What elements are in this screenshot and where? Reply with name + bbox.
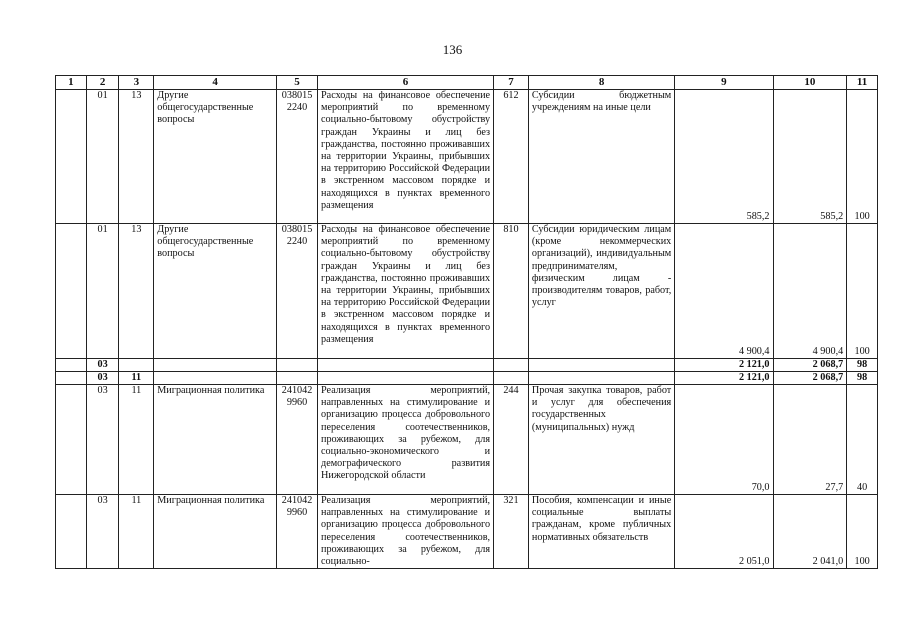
cell-actual: 585,2 [773, 90, 847, 224]
budget-table [55, 75, 878, 569]
cell-expense-type-name: Пособия, компенсации и иные социальные выплаты гражданам, кроме публичных нормативных обязательств [528, 495, 674, 569]
cell-subsection-name: Другие общегосударственные вопросы [154, 224, 277, 359]
target-code-part1: 241042 [281, 385, 313, 396]
target-code-part1: 241042 [281, 495, 313, 506]
target-code-part2: 2240 [286, 102, 308, 114]
cell-expense-type-name: Субсидии юридическим лицам (кроме некоммерческих организаций), индивидуальным предпринимателям, физическим лицам - производителям товаров, работ, услуг [528, 224, 674, 359]
header-col-6: 6 [318, 76, 494, 90]
cell-subsection [119, 359, 154, 372]
cell-planned: 2 121,0 [675, 359, 773, 372]
cell-subsection: 11 [119, 385, 154, 495]
cell-planned: 4 900,4 [675, 224, 773, 359]
cell-expense-type-name: Прочая закупка товаров, работ и услуг для обеспечения государственных (муниципальных) нужд [528, 385, 674, 495]
table-row [56, 495, 878, 569]
cell-section: 03 [86, 495, 119, 569]
cell-expense-description: Расходы на финансовое обеспечение мероприятий по временному социально-бытовому обустройству граждан Украины и лиц без гражданства, постоянно проживавших на территории Украины, прибывших на территорию Российской Федерации в экстренном массовом порядке и находящихся в пунктах временного размещения [318, 90, 494, 224]
cell-section: 03 [86, 385, 119, 495]
cell-empty [528, 359, 674, 372]
header-col-2: 2 [86, 76, 119, 90]
cell-expense-type: 244 [494, 385, 529, 495]
cell-empty [56, 385, 87, 495]
cell-expense-description: Реализация мероприятий, направленных на стимулирование и организацию процесса добровольного переселения соотечественников, проживающих за рубежом, для социально- [318, 495, 494, 569]
cell-expense-type: 612 [494, 90, 529, 224]
cell-target-code [277, 385, 318, 495]
header-col-7: 7 [494, 76, 529, 90]
header-col-9: 9 [675, 76, 773, 90]
table-row [56, 90, 878, 224]
cell-percent: 100 [847, 495, 878, 569]
header-col-4: 4 [154, 76, 277, 90]
cell-section: 03 [86, 359, 119, 372]
cell-subsection: 13 [119, 90, 154, 224]
target-code-part2: 9960 [286, 507, 308, 519]
subsection-total-row [56, 372, 878, 385]
cell-empty [318, 359, 494, 372]
cell-actual: 2 041,0 [773, 495, 847, 569]
cell-expense-type: 321 [494, 495, 529, 569]
cell-planned: 585,2 [675, 90, 773, 224]
cell-subsection-name: Другие общегосударственные вопросы [154, 90, 277, 224]
cell-empty [56, 359, 87, 372]
cell-percent: 98 [847, 372, 878, 385]
cell-expense-description: Расходы на финансовое обеспечение мероприятий по временному социально-бытовому обустройству граждан Украины и лиц без гражданства, постоянно проживавших на территории Украины, прибывших на территорию Российской Федерации в экстренном массовом порядке и находящихся в пунктах временного размещения [318, 224, 494, 359]
cell-subsection: 11 [119, 495, 154, 569]
cell-empty [494, 372, 529, 385]
target-code-part2: 9960 [286, 397, 308, 409]
target-code-part1: 038015 [281, 224, 313, 235]
header-row [56, 76, 878, 90]
cell-empty [56, 495, 87, 569]
cell-section: 03 [86, 372, 119, 385]
cell-actual: 2 068,7 [773, 359, 847, 372]
cell-empty [494, 359, 529, 372]
cell-empty [56, 372, 87, 385]
cell-target-code [277, 90, 318, 224]
cell-percent: 100 [847, 224, 878, 359]
cell-percent: 40 [847, 385, 878, 495]
cell-actual: 4 900,4 [773, 224, 847, 359]
cell-empty [154, 359, 277, 372]
cell-planned: 70,0 [675, 385, 773, 495]
cell-empty [154, 372, 277, 385]
cell-target-code [277, 495, 318, 569]
header-col-10: 10 [773, 76, 847, 90]
table-row [56, 385, 878, 495]
target-code-part1: 038015 [281, 90, 313, 101]
cell-subsection-name: Миграционная политика [154, 385, 277, 495]
cell-expense-type-name: Субсидии бюджетным учреждениям на иные цели [528, 90, 674, 224]
cell-empty [277, 372, 318, 385]
cell-subsection-name: Миграционная политика [154, 495, 277, 569]
cell-empty [528, 372, 674, 385]
header-col-1: 1 [56, 76, 87, 90]
cell-empty [318, 372, 494, 385]
cell-subsection: 11 [119, 372, 154, 385]
cell-percent: 98 [847, 359, 878, 372]
header-col-11: 11 [847, 76, 878, 90]
cell-planned: 2 051,0 [675, 495, 773, 569]
cell-subsection: 13 [119, 224, 154, 359]
cell-percent: 100 [847, 90, 878, 224]
cell-empty [56, 90, 87, 224]
cell-empty [56, 224, 87, 359]
cell-target-code [277, 224, 318, 359]
cell-empty [277, 359, 318, 372]
cell-section: 01 [86, 224, 119, 359]
page-number: 136 [442, 42, 463, 57]
target-code-part2: 2240 [286, 236, 308, 248]
table-row [56, 224, 878, 359]
cell-expense-description: Реализация мероприятий, направленных на стимулирование и организацию процесса добровольного переселения соотечественников, проживающих за рубежом, для социально-экономического и демографического развития Нижегородской области [318, 385, 494, 495]
header-col-5: 5 [277, 76, 318, 90]
header-col-3: 3 [119, 76, 154, 90]
cell-section: 01 [86, 90, 119, 224]
cell-actual: 2 068,7 [773, 372, 847, 385]
cell-actual: 27,7 [773, 385, 847, 495]
cell-expense-type: 810 [494, 224, 529, 359]
cell-planned: 2 121,0 [675, 372, 773, 385]
header-col-8: 8 [528, 76, 674, 90]
section-total-row [56, 359, 878, 372]
